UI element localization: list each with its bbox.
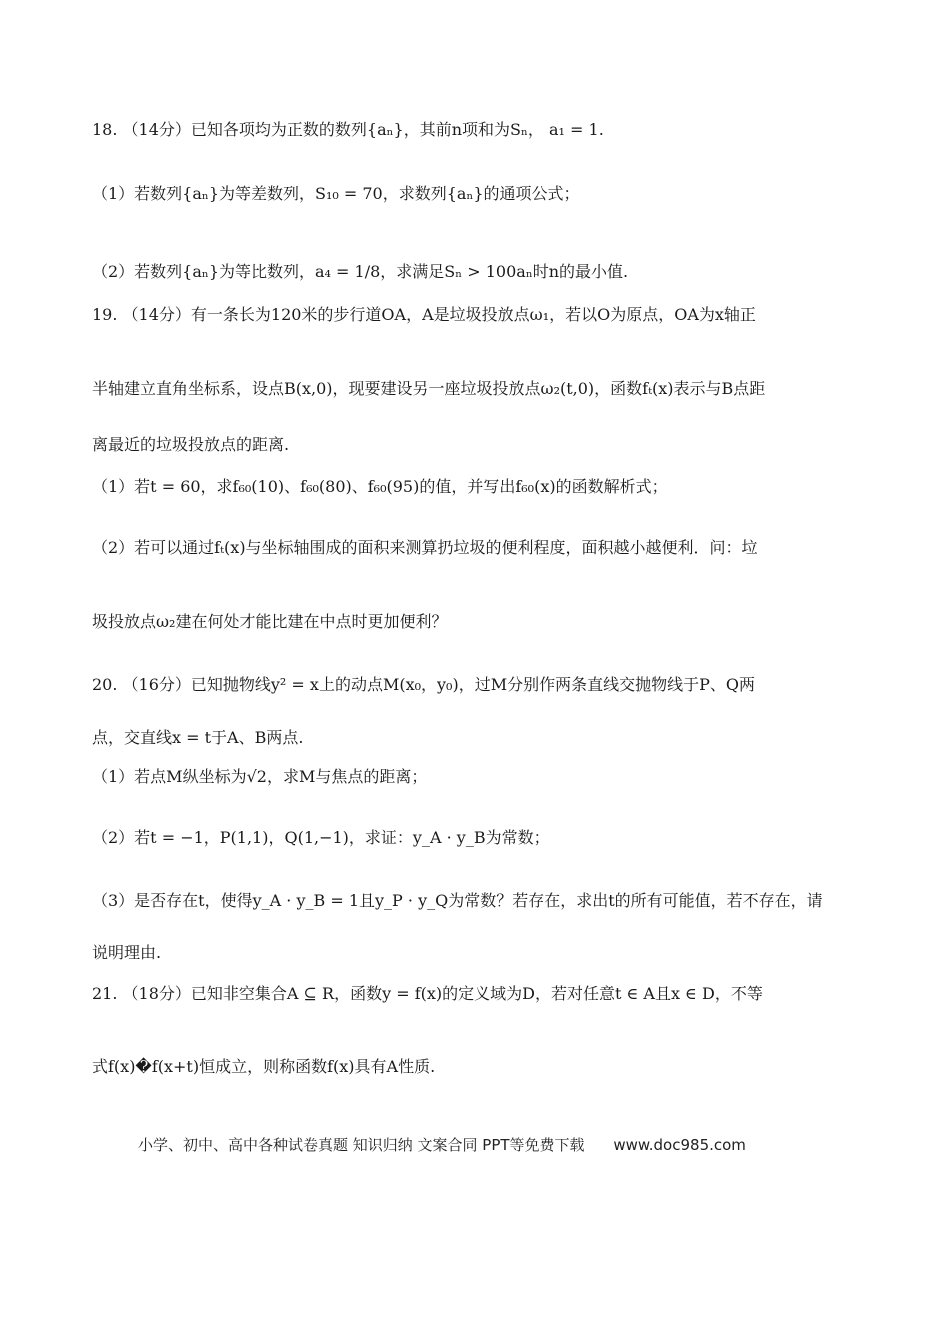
problem-20-part-3-line-1: （3）是否存在t，使得y_A · y_B = 1且y_P · y_Q为常数？若存在，求出t的所有可能值，若不存在，请: [92, 891, 823, 910]
problem-21-stem-line-1: 21. （18分）已知非空集合A ⊆ R，函数y = f(x)的定义域为D，若对任意t ∈ A且x ∈ D，不等: [92, 984, 763, 1003]
problem-20-part-2: （2）若t = −1，P(1,1)，Q(1,−1)，求证：y_A · y_B为常数；: [92, 828, 550, 847]
footer-url[interactable]: www.doc985.com: [613, 1136, 746, 1154]
problem-19-stem-line-2: 半轴建立直角坐标系，设点B(x,0)，现要建设另一座垃圾投放点ω₂(t,0)，函数fₜ(x)表示与B点距: [92, 379, 766, 398]
problem-19-part-1: （1）若t = 60，求f₆₀(10)、f₆₀(80)、f₆₀(95)的值，并写出f₆₀(x)的函数解析式；: [92, 477, 668, 496]
problem-18-part-2: （2）若数列{aₙ}为等比数列，a₄ = 1/8，求满足Sₙ > 100aₙ时n的最小值.: [92, 262, 629, 281]
footer-text: 小学、初中、高中各种试卷真题 知识归纳 文案合同 PPT等免费下载: [138, 1136, 585, 1154]
page-footer: [138, 1134, 746, 1155]
problem-19-stem-line-1: 19. （14分）有一条长为120米的步行道OA，A是垃圾投放点ω₁，若以O为原点，OA为x轴正: [92, 305, 756, 324]
problem-20-part-3-line-2: 说明理由.: [92, 943, 162, 962]
problem-20-stem-line-2: 点，交直线x = t于A、B两点.: [92, 728, 304, 747]
problem-20-stem-line-1: 20. （16分）已知抛物线y² = x上的动点M(x₀，y₀)，过M分别作两条直线交抛物线于P、Q两: [92, 675, 755, 694]
problem-19-part-2-line-1: （2）若可以通过fₜ(x)与坐标轴围成的面积来测算扔垃圾的便利程度，面积越小越便利．问：垃: [92, 538, 758, 557]
problem-20-part-1: （1）若点M纵坐标为√2，求M与焦点的距离；: [92, 767, 428, 786]
problem-19-part-2-line-2: 圾投放点ω₂建在何处才能比建在中点时更加便利？: [92, 612, 448, 631]
problem-18-part-1: （1）若数列{aₙ}为等差数列，S₁₀ = 70，求数列{aₙ}的通项公式；: [92, 184, 580, 203]
problem-18-stem: 18. （14分）已知各项均为正数的数列{aₙ}，其前n项和为Sₙ， a₁ = 1.: [92, 120, 604, 139]
problem-19-stem-line-3: 离最近的垃圾投放点的距离.: [92, 435, 290, 454]
problem-21-stem-line-2: 式f(x)�f(x+t)恒成立，则称函数f(x)具有A性质.: [92, 1057, 436, 1076]
